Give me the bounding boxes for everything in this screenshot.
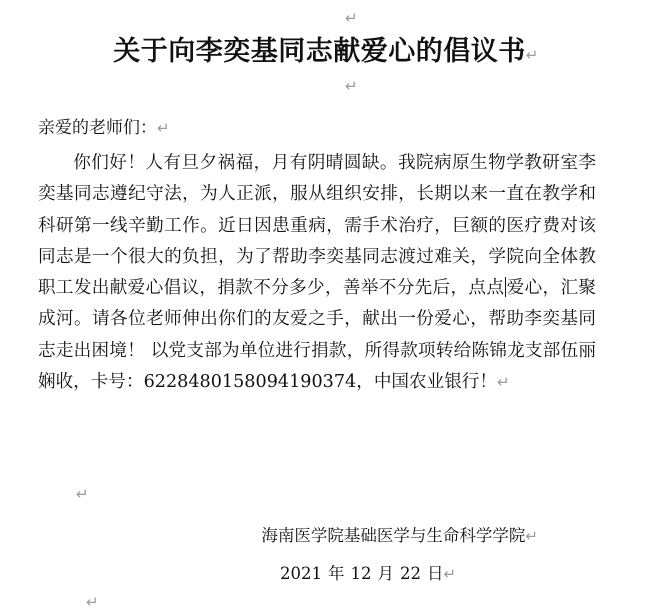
- date-day: 22: [400, 564, 421, 583]
- greeting-line: [38, 116, 170, 140]
- paragraph-mark: ↵: [345, 9, 358, 27]
- date-month-unit: 月: [377, 564, 394, 583]
- greeting-text: 亲爱的老师们：: [38, 118, 157, 138]
- paragraph-mark: ↵: [76, 485, 89, 503]
- date-day-unit: 日: [427, 564, 444, 583]
- paragraph-mark: ↵: [497, 373, 510, 392]
- date-line: [280, 562, 456, 586]
- document-title: [0, 34, 652, 73]
- signature-text: 海南医学院基础医学与生命科学学院: [261, 526, 526, 545]
- paragraph-mark: ↵: [443, 565, 457, 583]
- paragraph-mark: ↵: [525, 46, 539, 64]
- signature-line: [261, 524, 538, 548]
- body-text: 你们好！人有旦夕祸福，月有阴晴圆缺。我院病原生物学教研室李奕基同志遵纪守法，为人正派，服从组织安排，长期以来一直在教学和科研第一线辛勤工作。近日因患重病，需手术治疗，巨额的医疗费对该同志是一个很大的负担，为了帮助李奕基同志渡过难关，学院向全体教职工发出献爱心倡议，捐款不分多少，善举不分先后，点点: [38, 153, 596, 299]
- paragraph-mark: ↵: [525, 527, 538, 545]
- paragraph-mark: ↵: [86, 596, 99, 608]
- date-year-unit: 年: [328, 564, 345, 583]
- date-month: 12: [350, 564, 372, 583]
- body-paragraph[interactable]: [38, 148, 596, 398]
- title-text: 关于向李奕基同志献爱心的倡议书: [113, 36, 526, 67]
- paragraph-mark: ↵: [345, 77, 358, 95]
- body-text-continued: 爱心，汇聚成河。请各位老师伸出你们的友爱之手，献出一份爱心，帮助李奕基同志走出困境！ 以党支部为单位进行捐款，所得款项转给陈锦龙支部伍丽娴收，卡号：6228480158094190374，中国农业银行！: [38, 278, 596, 393]
- paragraph-mark: ↵: [157, 119, 170, 137]
- date-year: 2021: [280, 564, 322, 583]
